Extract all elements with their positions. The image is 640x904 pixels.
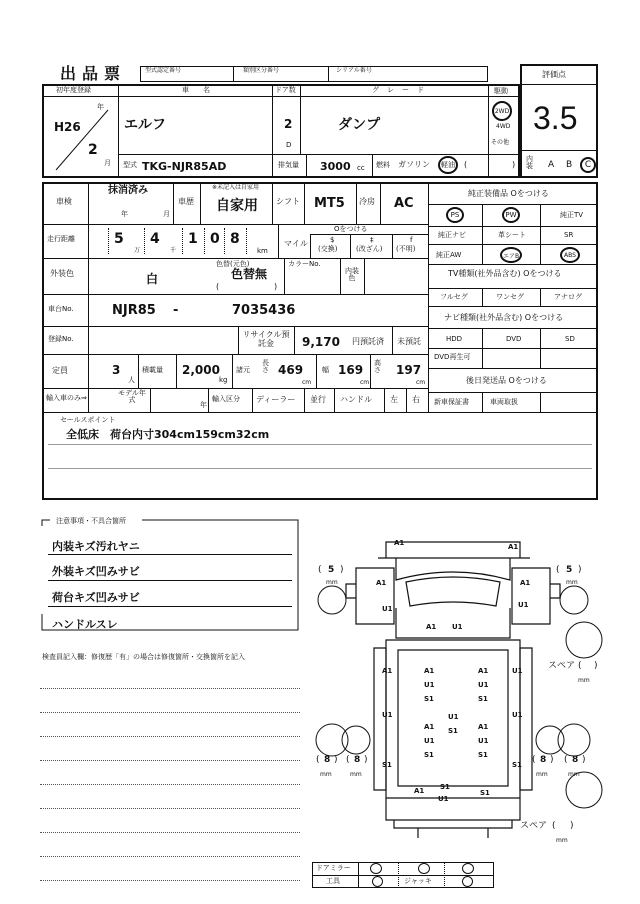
shift-value: MT5 xyxy=(314,196,345,211)
tools-circled xyxy=(372,876,383,887)
displacement-label: 排気量 xyxy=(278,161,299,169)
navi-hdd: HDD xyxy=(446,335,463,343)
genuine-abs-circled: ABS xyxy=(560,247,580,263)
mirror-label: ドアミラー xyxy=(316,864,351,872)
code-right-door: A1 xyxy=(520,579,531,587)
dims-label: 諸元 xyxy=(236,366,250,374)
code-rear-2: U1 xyxy=(438,795,449,803)
history-value: 自家用 xyxy=(216,198,258,214)
interior-color-label: 内装色 xyxy=(345,267,359,282)
notes-label: 注意事項・不具合箇所 xyxy=(56,517,126,525)
import-label: 輸入車のみ⇒ xyxy=(46,394,87,402)
code-rear-1: A1 xyxy=(414,787,425,795)
import-dealer: ディーラー xyxy=(256,395,296,404)
mile-label: マイル xyxy=(284,239,308,248)
seats-label: 定員 xyxy=(52,366,68,375)
mileage-digit-3: 1 xyxy=(188,231,198,247)
tread-front-left: 5 xyxy=(328,565,335,575)
sales-point-label: セールスポイント xyxy=(60,416,116,424)
cooler-label: 冷房 xyxy=(359,197,375,206)
mileage-digit-4: 0 xyxy=(210,231,220,247)
interior-grade-a: A xyxy=(548,160,555,170)
width-value: 169 xyxy=(338,363,364,377)
spare-top-label: スペア xyxy=(548,661,576,671)
repaint-value: 色替無 xyxy=(231,267,268,281)
import-left: 左 xyxy=(390,395,398,404)
later-warranty: 新車保証書 xyxy=(434,398,469,406)
tread-rear-left-inner: 8 xyxy=(354,755,361,765)
load-label: 積載量 xyxy=(142,366,163,374)
mileage-digit-2: 4 xyxy=(150,231,160,247)
jack-label: ジャッキ xyxy=(404,877,432,885)
color-no-label: カラーNo. xyxy=(288,260,321,268)
displacement-value: 3000 xyxy=(320,160,351,173)
mileage-digit-1: 5 xyxy=(114,231,124,247)
model-label: 型式 xyxy=(123,161,137,169)
code-bed-1: A1 xyxy=(424,667,435,675)
first-reg-year: H26 xyxy=(54,120,81,134)
inspection-label: 車検 xyxy=(56,197,72,206)
spare-bottom-label: スペア xyxy=(520,821,548,831)
genuine-sr: SR xyxy=(564,231,574,239)
evaluation-label: 評価点 xyxy=(542,70,566,79)
color-label: 外装色 xyxy=(50,269,74,278)
tools-label: 工具 xyxy=(326,877,340,885)
code-front-bumper-right: A1 xyxy=(508,543,519,551)
seats-value: 3 xyxy=(112,363,121,377)
interior-grade-c-circled: C xyxy=(580,157,596,173)
interior-label: 内装 xyxy=(526,155,533,170)
length-value: 469 xyxy=(278,363,304,377)
model-year-label: モデル年式 xyxy=(118,389,146,404)
dvd-playback: DVD再生可 xyxy=(434,353,471,361)
navi-title: ナビ種類(社外品含む) Oをつける xyxy=(444,313,564,322)
genuine-ps-circled: PS xyxy=(446,207,464,223)
genuine-title: 純正装備品 Oをつける xyxy=(468,189,549,198)
tv-fullseg: フルセグ xyxy=(440,293,468,301)
tv-oneseg: ワンセグ xyxy=(496,293,524,301)
color-value: 白 xyxy=(146,272,159,286)
genuine-leather: 革シート xyxy=(498,231,526,239)
genuine-navi: 純正ナビ xyxy=(438,231,466,239)
code-cab-1: A1 xyxy=(426,623,437,631)
first-reg-label: 初年度登録 xyxy=(56,86,91,94)
drive-2wd-circled: 2WD xyxy=(492,101,512,121)
note-item-2: 外装キズ凹みサビ xyxy=(52,565,140,578)
note-item-3: 荷台キズ凹みサビ xyxy=(52,591,140,604)
mirror-center-circled xyxy=(418,863,430,874)
inspection-value: 抹消済み xyxy=(108,185,148,196)
tread-rear-right-outer: 8 xyxy=(572,755,579,765)
tv-title: TV種類(社外品含む) Oをつける xyxy=(448,269,562,278)
model-value: TKG-NJR85AD xyxy=(142,160,227,173)
drive-4wd: 4WD xyxy=(496,123,511,130)
genuine-airbag-circled: エアB xyxy=(500,247,522,263)
registration-label: 登録No. xyxy=(48,335,74,343)
interior-grade-b: B xyxy=(566,160,573,170)
shift-label: シフト xyxy=(276,197,300,206)
drive-other: その他 xyxy=(491,139,510,146)
truck-damage-diagram xyxy=(306,528,606,858)
doors-label: ドア数 xyxy=(275,86,296,94)
navi-dvd: DVD xyxy=(506,335,522,343)
doors-value: 2 xyxy=(284,117,293,131)
drive-label: 駆動 xyxy=(494,87,508,95)
serial-label: シリアル番号 xyxy=(336,67,372,74)
mirror-right-circled xyxy=(462,863,474,874)
genuine-pw-circled: PW xyxy=(502,207,520,223)
tread-front-right: 5 xyxy=(566,565,573,575)
chassis-prefix: NJR85 xyxy=(112,303,156,318)
code-left-door-2: U1 xyxy=(382,605,393,613)
cooler-value: AC xyxy=(394,196,414,211)
recycle-amount: 9,170 xyxy=(302,335,340,349)
grade-label: グレード xyxy=(372,86,432,94)
import-category-label: 輸入区分 xyxy=(212,395,240,403)
import-handle: ハンドル xyxy=(340,395,372,404)
chassis-label: 車台No. xyxy=(48,305,74,313)
jack-circled xyxy=(462,876,473,887)
first-reg-diagonal xyxy=(46,100,116,174)
tread-rear-left-outer: 8 xyxy=(324,755,331,765)
first-reg-month: 2 xyxy=(88,142,98,158)
import-right: 右 xyxy=(412,395,420,404)
history-label: 車歴 xyxy=(178,197,194,206)
mileage-label: 走行距離 xyxy=(47,235,75,243)
code-right-door-2: U1 xyxy=(518,601,529,609)
sales-point-text: 全低床 荷台内寸304cm159cm32cm xyxy=(66,428,270,441)
inspector-note: 検査員記入欄：修復歴「有」の場合は修復箇所・交換箇所を記入 xyxy=(42,653,245,661)
evaluation-score: 3.5 xyxy=(533,100,578,136)
fuel-label: 燃料 xyxy=(376,161,390,169)
tread-rear-right-inner: 8 xyxy=(540,755,547,765)
tv-analog: アナログ xyxy=(554,293,582,301)
code-cab-2: U1 xyxy=(452,623,463,631)
later-manual: 車両取扱 xyxy=(490,398,518,406)
mileage-digit-5: 8 xyxy=(230,231,240,247)
fuel-diesel-circled: 軽油 xyxy=(438,156,458,174)
recycle-label: リサイクル預託金 xyxy=(242,330,290,348)
grade-value: ダンプ xyxy=(338,117,381,133)
chassis-number: 7035436 xyxy=(232,303,296,318)
fuel-gasoline: ガソリン xyxy=(398,160,430,169)
code-front-bumper-left: A1 xyxy=(394,539,405,547)
load-value: 2,000 xyxy=(182,363,220,377)
recycle-unpaid: 未預託 xyxy=(397,337,421,346)
car-name-label: 車名 xyxy=(182,86,224,94)
genuine-tv: 純正TV xyxy=(560,211,584,219)
code-bed-side-left: A1 xyxy=(382,667,393,675)
class-label: 類別区分番号 xyxy=(243,67,280,74)
mirror-left-circled xyxy=(370,863,382,874)
navi-sd: SD xyxy=(565,335,575,343)
later-title: 後日発送品 Oをつける xyxy=(466,376,547,385)
note-item-1: 内装キズ汚れヤニ xyxy=(52,540,140,553)
type-cert-label: 型式認定番号 xyxy=(145,67,182,74)
recycle-status: 円預託済 xyxy=(352,337,384,346)
code-rear-3: S1 xyxy=(480,789,490,797)
import-parallel: 並行 xyxy=(310,395,326,404)
note-item-4: ハンドルスレ xyxy=(52,618,118,631)
form-title: 出品票 xyxy=(60,64,127,83)
height-value: 197 xyxy=(396,363,422,377)
code-left-door: A1 xyxy=(376,579,387,587)
genuine-aw: 純正AW xyxy=(436,251,462,259)
car-name: エルフ xyxy=(124,117,166,133)
